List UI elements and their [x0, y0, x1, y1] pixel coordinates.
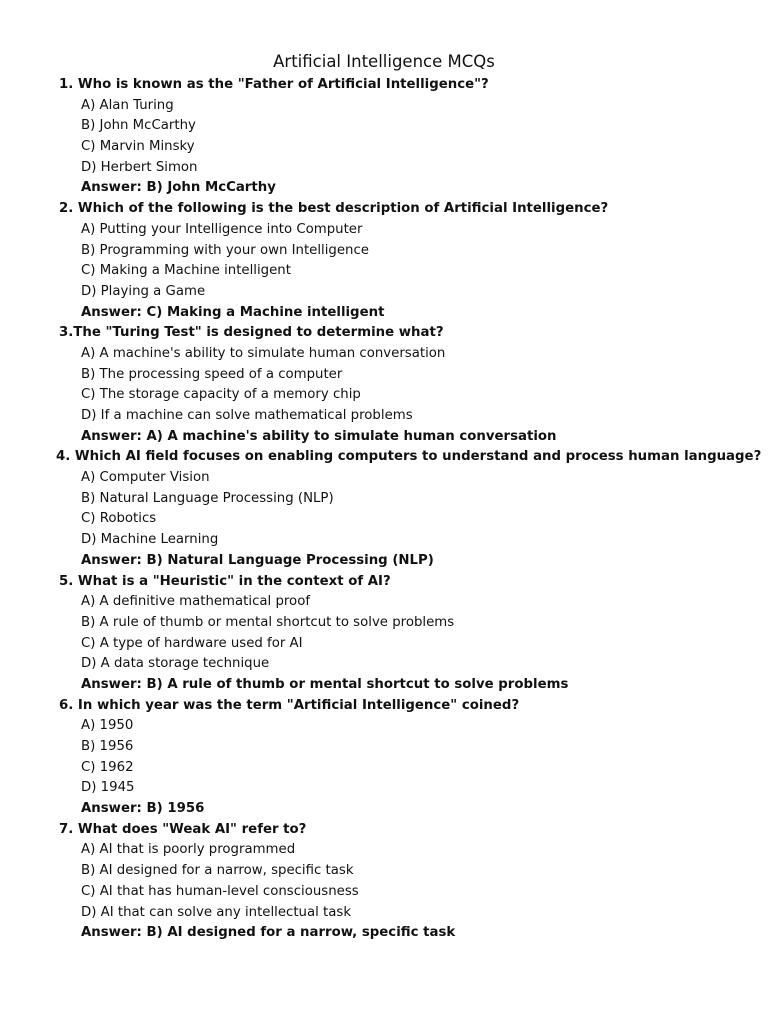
question-text: 1. Who is known as the "Father of Artificial Intelligence"? [59, 77, 489, 92]
option-d: D) Machine Learning [81, 532, 219, 548]
option-d: D) A data storage technique [81, 656, 270, 672]
questions-list [0, 75, 768, 944]
question-text: 7. What does "Weak AI" refer to? [59, 821, 307, 837]
option-d: D) If a machine can solve mathematical problems [81, 408, 413, 423]
question-text: 5. What is a "Heuristic" in the context of AI? [59, 573, 391, 589]
option-b: B) 1956 [81, 739, 134, 754]
option-c: C) Robotics [81, 511, 157, 527]
question-text: 4. Which AI field focuses on enabling computers to understand and process human language? [56, 449, 762, 465]
option-a: A) Putting your Intelligence into Computer [81, 221, 363, 237]
option-a: A) Computer Vision [81, 470, 210, 486]
option-c: C) AI that has human-level consciousness [81, 883, 359, 899]
option-c: C) The storage capacity of a memory chip [81, 387, 361, 403]
option-d: D) Playing a Game [81, 283, 206, 299]
question-block [0, 323, 768, 447]
document-title: Artificial Intelligence MCQs [273, 52, 495, 71]
answer-text: Answer: B) John McCarthy [81, 180, 276, 196]
option-a: A) A definitive mathematical proof [81, 594, 311, 610]
option-a: A) Alan Turing [81, 97, 174, 113]
question-text: 6. In which year was the term "Artificial Intelligence" coined? [59, 697, 520, 713]
option-c: C) Marvin Minsky [81, 139, 195, 155]
option-c: C) 1962 [81, 759, 134, 775]
question-block [0, 572, 768, 696]
option-c: C) Making a Machine intelligent [81, 263, 291, 279]
answer-text: Answer: B) Natural Language Processing (NLP) [81, 552, 434, 568]
question-text: 3.The "Turing Test" is designed to determine what? [59, 325, 444, 341]
option-d: D) Herbert Simon [81, 159, 198, 175]
answer-text: Answer: B) AI designed for a narrow, specific task [81, 925, 456, 941]
question-block [0, 75, 768, 199]
answer-text: Answer: B) A rule of thumb or mental shortcut to solve problems [81, 676, 569, 692]
answer-text: Answer: A) A machine's ability to simulate human conversation [81, 428, 557, 444]
answer-text: Answer: B) 1956 [81, 801, 205, 817]
option-b: B) The processing speed of a computer [81, 366, 343, 382]
option-a: A) 1950 [81, 718, 134, 734]
question-block [0, 820, 768, 944]
option-a: A) A machine's ability to simulate human conversation [81, 345, 446, 361]
answer-text: Answer: C) Making a Machine intelligent [81, 304, 385, 320]
option-b: B) A rule of thumb or mental shortcut to solve problems [81, 614, 455, 630]
question-block [0, 696, 768, 820]
option-d: D) 1945 [81, 780, 135, 796]
option-b: B) Natural Language Processing (NLP) [81, 490, 334, 506]
option-a: A) AI that is poorly programmed [81, 842, 296, 858]
option-c: C) A type of hardware used for AI [81, 635, 303, 651]
option-d: D) AI that can solve any intellectual task [81, 904, 352, 920]
question-text: 2. Which of the following is the best description of Artificial Intelligence? [59, 201, 609, 217]
question-block [0, 447, 768, 571]
option-b: B) AI designed for a narrow, specific task [81, 863, 354, 879]
option-b: B) Programming with your own Intelligence [81, 242, 369, 258]
option-b: B) John McCarthy [81, 118, 196, 134]
question-block [0, 199, 768, 323]
